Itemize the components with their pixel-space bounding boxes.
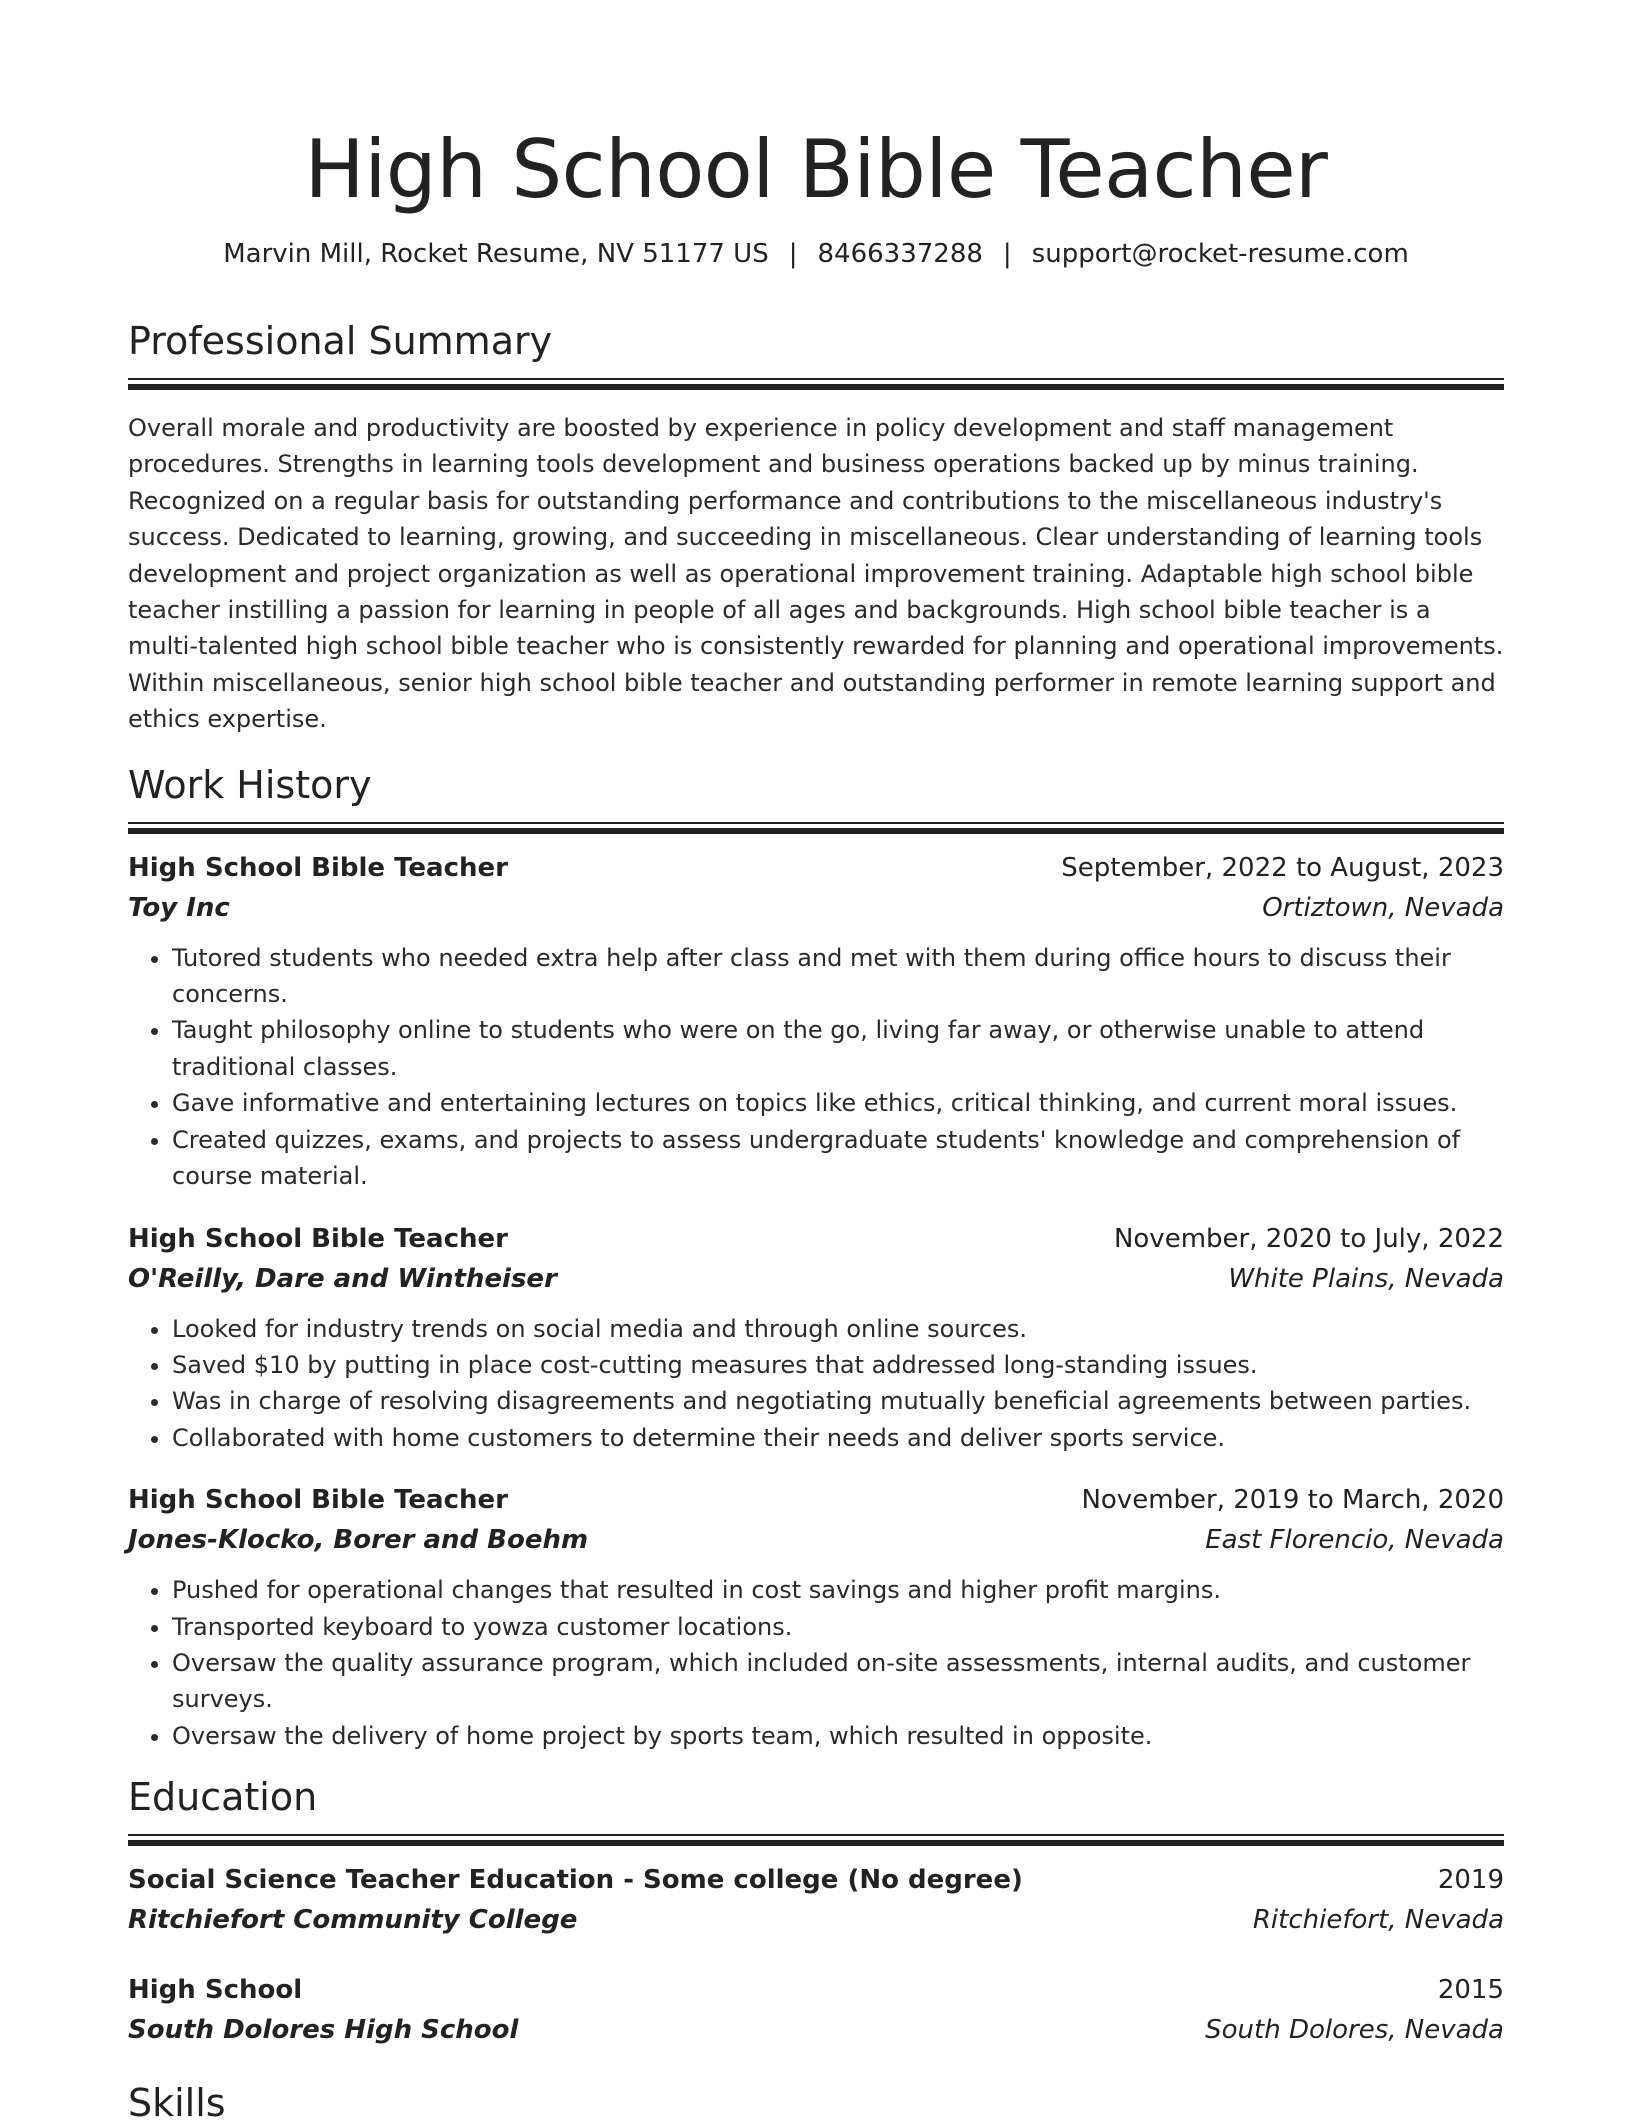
job-bullet: • Collaborated with home customers to determine their needs and deliver sports service.	[172, 1420, 1504, 1456]
job-bullet: • Oversaw the quality assurance program, which included on-site assessments, internal audits, and customer surveys.	[172, 1645, 1504, 1718]
job-entry	[128, 1480, 1504, 1754]
education-entry	[128, 1970, 1504, 2050]
education-entry	[128, 1860, 1504, 1940]
contact-phone: 8466337288	[817, 239, 983, 269]
job-location: East Florencio, Nevada	[1205, 1525, 1504, 1556]
section-title-education: Education	[128, 1775, 318, 1820]
contact-email: support@rocket-resume.com	[1031, 239, 1409, 269]
education-location: Ritchiefort, Nevada	[1252, 1905, 1504, 1936]
section-title-summary: Professional Summary	[128, 319, 553, 363]
contact-line	[128, 236, 1504, 272]
job-company: O'Reilly, Dare and Wintheiser	[128, 1263, 557, 1294]
summary-text: Overall morale and productivity are boosted by experience in policy development and staff management procedures. Strengths in learning tools development and business operations backed up by minus training. Recognized on a regular basis for outstanding performance and contributions to the miscellaneous industry's success. Dedicated to learning, growing, and succeeding in miscellaneous. Clear understanding of learning tools development and project organization as well as operational improvement training. Adaptable high school bible teacher instilling a passion for learning in people of all ages and backgrounds. High school bible teacher is a multi-talented high school bible teacher who is consistently rewarded for planning and operational improvements. Within miscellaneous, senior high school bible teacher and outstanding performer in remote learning support and ethics expertise.	[128, 414, 1504, 734]
section-divider	[128, 822, 1504, 832]
education-year: 2019	[1437, 1865, 1504, 1896]
job-bullet: • Pushed for operational changes that resulted in cost savings and higher profit margins.	[172, 1572, 1504, 1608]
job-title: High School Bible Teacher	[128, 1485, 508, 1516]
section-divider	[128, 1834, 1504, 1844]
section-divider	[128, 378, 1504, 388]
job-company: Jones-Klocko, Borer and Boehm	[128, 1525, 589, 1556]
education-school: Ritchiefort Community College	[128, 1905, 578, 1936]
job-bullet: • Transported keyboard to yowza customer locations.	[172, 1609, 1504, 1645]
skills-section	[128, 2078, 1504, 2128]
job-bullet: • Taught philosophy online to students who were on the go, living far away, or otherwise unable to attend traditional classes.	[172, 1012, 1504, 1085]
job-entry	[128, 1219, 1504, 1457]
job-bullet: • Saved $10 by putting in place cost-cutting measures that addressed long-standing issues.	[172, 1347, 1504, 1383]
job-bullets	[128, 1572, 1504, 1754]
education-location: South Dolores, Nevada	[1205, 2015, 1504, 2046]
education-degree: Social Science Teacher Education - Some college (No degree)	[128, 1865, 1023, 1896]
job-bullet: • Was in charge of resolving disagreements and negotiating mutually beneficial agreements between parties.	[172, 1383, 1504, 1419]
job-company: Toy Inc	[128, 892, 230, 923]
job-dates: November, 2019 to March, 2020	[1081, 1485, 1504, 1516]
job-title: High School Bible Teacher	[128, 1223, 508, 1254]
education-school: South Dolores High School	[128, 2015, 519, 2046]
job-location: White Plains, Nevada	[1228, 1263, 1504, 1294]
job-bullets	[128, 1311, 1504, 1457]
job-entry	[128, 848, 1504, 1195]
job-bullet: • Oversaw the delivery of home project by sports team, which resulted in opposite.	[172, 1718, 1504, 1754]
job-bullets	[128, 940, 1504, 1195]
job-bullet: • Looked for industry trends on social media and through online sources.	[172, 1311, 1504, 1347]
job-title: High School Bible Teacher	[128, 852, 508, 883]
work-history-section	[128, 760, 1504, 1755]
section-title-work-history: Work History	[128, 762, 372, 807]
education-section	[128, 1772, 1504, 2050]
education-degree: High School	[128, 1975, 303, 2006]
job-bullet: • Tutored students who needed extra help after class and met with them during office hours to discuss their concerns.	[172, 940, 1504, 1013]
contact-separator: |	[1002, 239, 1012, 269]
contact-address: Marvin Mill, Rocket Resume, NV 51177 US	[223, 239, 769, 269]
resume-name: High School Bible Teacher	[304, 123, 1328, 216]
summary-section	[128, 316, 1504, 738]
contact-separator: |	[788, 239, 798, 269]
job-bullet: • Gave informative and entertaining lectures on topics like ethics, critical thinking, and current moral issues.	[172, 1085, 1504, 1121]
section-title-skills: Skills	[128, 2081, 226, 2126]
job-bullet: • Created quizzes, exams, and projects to assess undergraduate students' knowledge and comprehension of course material.	[172, 1122, 1504, 1195]
job-dates: November, 2020 to July, 2022	[1113, 1223, 1504, 1254]
education-year: 2015	[1437, 1975, 1504, 2006]
job-dates: September, 2022 to August, 2023	[1061, 852, 1504, 883]
job-location: Ortiztown, Nevada	[1262, 892, 1504, 923]
resume-page	[128, 0, 1504, 2128]
